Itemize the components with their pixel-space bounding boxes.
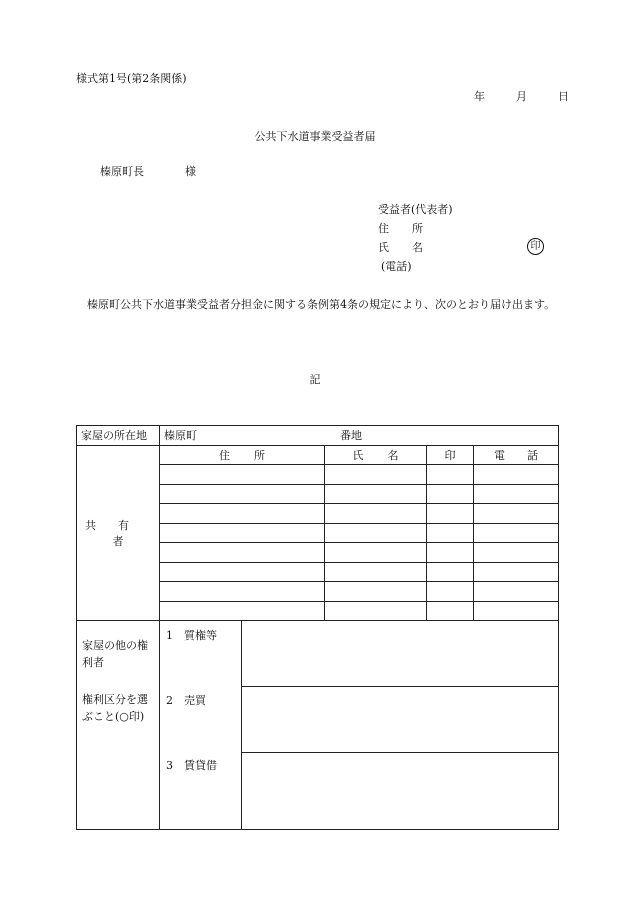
- body-paragraph: 榛原町公共下水道事業受益者分担金に関する条例第4条の規定により、次のとおり届け出ます。: [87, 298, 556, 311]
- addressee-name: 榛原町長: [100, 165, 144, 178]
- beneficiary-address-label: 住 所: [378, 222, 423, 235]
- co-owner-phone-cell[interactable]: [474, 504, 559, 524]
- co-owner-name-cell[interactable]: [325, 582, 427, 602]
- date-line: [474, 88, 569, 104]
- co-owner-name-cell[interactable]: [325, 562, 427, 582]
- form-number: 様式第1号(第2条関係): [76, 72, 187, 85]
- rights-option-sale[interactable]: 2 売買: [166, 694, 206, 707]
- location-label: 家屋の所在地: [77, 426, 160, 446]
- co-owner-address-cell[interactable]: [160, 484, 325, 504]
- rights-label: [77, 621, 160, 830]
- col-header-name: 氏 名: [325, 445, 427, 465]
- co-owner-name-cell[interactable]: [325, 601, 427, 621]
- co-owner-name-cell[interactable]: [325, 523, 427, 543]
- co-owner-seal-cell[interactable]: [427, 523, 474, 543]
- co-owner-phone-cell[interactable]: [474, 562, 559, 582]
- location-lot-suffix: 番地: [340, 429, 362, 443]
- rights-details: [242, 621, 559, 830]
- page-title: 公共下水道事業受益者届: [254, 130, 376, 143]
- co-owner-address-cell[interactable]: [160, 504, 325, 524]
- beneficiary-phone-label: (電話): [381, 260, 412, 273]
- rights-option-lease[interactable]: 3 賃貸借: [166, 759, 217, 772]
- co-owner-address-cell[interactable]: [160, 465, 325, 485]
- rights-options: [160, 621, 242, 830]
- rights-label-holders: 家屋の他の権利者: [82, 639, 148, 669]
- co-owner-name-cell[interactable]: [325, 543, 427, 563]
- co-owner-seal-cell[interactable]: [427, 543, 474, 563]
- co-owner-address-cell[interactable]: [160, 562, 325, 582]
- rights-detail-pledge[interactable]: [242, 621, 558, 687]
- co-owner-address-cell[interactable]: [160, 523, 325, 543]
- rights-row: [77, 621, 559, 830]
- addressee: [100, 163, 196, 179]
- co-owner-name-cell[interactable]: [325, 465, 427, 485]
- location-town: 榛原町: [164, 429, 197, 443]
- co-owner-address-cell[interactable]: [160, 601, 325, 621]
- co-owner-seal-cell[interactable]: [427, 465, 474, 485]
- co-owner-phone-cell[interactable]: [474, 601, 559, 621]
- co-owner-seal-cell[interactable]: [427, 582, 474, 602]
- rights-detail-sale[interactable]: [242, 687, 558, 753]
- rights-label-select: 権利区分を選ぶこと(○印): [82, 693, 148, 723]
- co-owner-seal-cell[interactable]: [427, 484, 474, 504]
- beneficiary-name-label: 氏 名: [378, 241, 423, 254]
- seal-mark: 印: [527, 238, 544, 255]
- co-owner-label: 共 有者: [77, 445, 160, 621]
- col-header-address: 住 所: [160, 445, 325, 465]
- location-value: [160, 426, 559, 446]
- co-owner-address-cell[interactable]: [160, 582, 325, 602]
- co-owner-phone-cell[interactable]: [474, 582, 559, 602]
- co-owner-seal-cell[interactable]: [427, 562, 474, 582]
- co-owner-phone-cell[interactable]: [474, 465, 559, 485]
- beneficiary-label: 受益者(代表者): [378, 203, 453, 216]
- co-owner-phone-cell[interactable]: [474, 484, 559, 504]
- co-owner-header-row: [77, 445, 559, 465]
- registration-table: [76, 425, 559, 830]
- co-owner-phone-cell[interactable]: [474, 523, 559, 543]
- note-heading: 記: [309, 373, 321, 386]
- date-year: 年: [474, 90, 485, 103]
- co-owner-address-cell[interactable]: [160, 543, 325, 563]
- co-owner-seal-cell[interactable]: [427, 601, 474, 621]
- col-header-phone: 電 話: [474, 445, 559, 465]
- rights-option-pledge[interactable]: 1 質権等: [166, 629, 217, 642]
- date-month: 月: [516, 90, 527, 103]
- addressee-honorific: 様: [185, 165, 196, 178]
- rights-detail-lease[interactable]: [242, 753, 558, 818]
- co-owner-name-cell[interactable]: [325, 484, 427, 504]
- date-day: 日: [558, 90, 569, 103]
- co-owner-phone-cell[interactable]: [474, 543, 559, 563]
- co-owner-seal-cell[interactable]: [427, 504, 474, 524]
- co-owner-name-cell[interactable]: [325, 504, 427, 524]
- location-row: [77, 426, 559, 446]
- col-header-seal: 印: [427, 445, 474, 465]
